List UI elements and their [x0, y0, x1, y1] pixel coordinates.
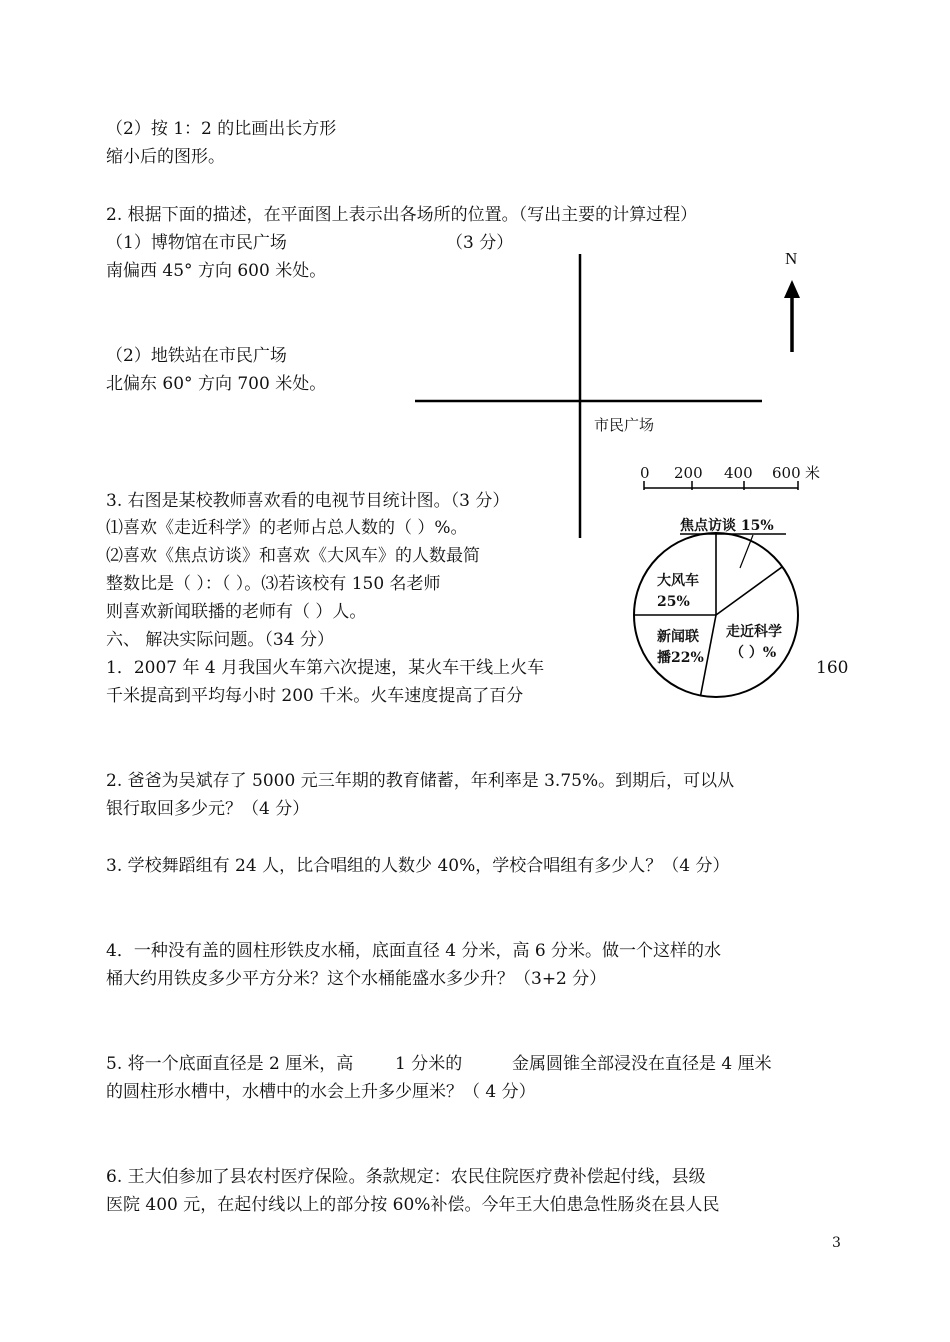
- q2-item2-line1: （2）地铁站在市民广场: [106, 346, 287, 366]
- q3-line2: ⑵喜欢《焦点访谈》和喜欢《大风车》的人数最简: [106, 546, 480, 566]
- q3-title: 3. 右图是某校教师喜欢看的电视节目统计图。（3 分）: [106, 491, 510, 511]
- pie-label-zoujin: 走近科学: [726, 624, 782, 640]
- prev-question-line1: （2）按 1：2 的比画出长方形: [106, 119, 337, 139]
- q2-item1-line2: 南偏西 45° 方向 600 米处。: [106, 261, 327, 281]
- q3-line3: 整数比是（ ）：（ ）。⑶若该校有 150 名老师: [106, 574, 441, 594]
- north-arrow-head: [784, 280, 800, 298]
- q2-item1-line1: （1）博物馆在市民广场: [106, 233, 287, 253]
- q3-line1: ⑴喜欢《走近科学》的老师占总人数的（ ）%。: [106, 518, 468, 538]
- p5-line2: 的圆柱形水槽中，水槽中的水会上升多少厘米？（ 4 分）: [106, 1082, 536, 1102]
- q3-line4: 则喜欢新闻联播的老师有（ ）人。: [106, 602, 367, 622]
- scale-label-400: 400: [724, 464, 753, 482]
- q2-item2-line2: 北偏东 60° 方向 700 米处。: [106, 374, 327, 394]
- map-center-label: 市民广场: [594, 416, 655, 434]
- p1-line1: 1．2007 年 4 月我国火车第六次提速，某火车干线上火车: [106, 658, 545, 678]
- pie-chart: [634, 533, 798, 697]
- p5-mid1: 1 分米的: [395, 1054, 463, 1074]
- pie-label-dafengche: 大风车: [657, 573, 699, 589]
- pie-title: 焦点访谈 15%: [680, 518, 774, 534]
- q2-item1-score: （3 分）: [446, 233, 514, 253]
- pie-label-xinwen: 新闻联: [657, 629, 699, 645]
- p5-line1: 5. 将一个底面直径是 2 厘米，高: [106, 1054, 354, 1074]
- p6-line1: 6. 王大伯参加了县农村医疗保险。条款规定：农民住院医疗费补偿起付线，县级: [106, 1167, 706, 1187]
- p1-line2: 千米提高到平均每小时 200 千米。火车速度提高了百分: [106, 686, 524, 706]
- scale-label-600: 600: [772, 464, 801, 482]
- p5-mid2: 金属圆锥全部浸没在直径是 4 厘米: [512, 1054, 772, 1074]
- p3-line: 3. 学校舞蹈组有 24 人，比合唱组的人数少 40%，学校合唱组有多少人？（4 分）: [106, 856, 730, 876]
- section6-heading: 六、 解决实际问题。（34 分）: [106, 630, 334, 650]
- scale-label-200: 200: [674, 464, 703, 482]
- pie-label-dafengche-pct: 25%: [657, 594, 690, 610]
- pie-label-zoujin-pct: （ ）%: [730, 645, 777, 661]
- q2-title: 2. 根据下面的描述，在平面图上表示出各场所的位置。（写出主要的计算过程）: [106, 205, 698, 225]
- p4-line1: 4．一种没有盖的圆柱形铁皮水桶，底面直径 4 分米，高 6 分米。做一个这样的水: [106, 941, 722, 961]
- pie-label-xinwen-pct: 播22%: [657, 650, 704, 666]
- north-label: N: [785, 249, 798, 268]
- pie-slice-boundary-2: [716, 567, 782, 615]
- p2-line1: 2. 爸爸为吴斌存了 5000 元三年期的教育储蓄，年利率是 3.75%。到期后，可以从: [106, 771, 735, 791]
- p4-line2: 桶大约用铁皮多少平方分米？这个水桶能盛水多少升？（3+2 分）: [106, 969, 607, 989]
- scale-label-0: 0: [640, 464, 650, 482]
- p2-line2: 银行取回多少元？（4 分）: [106, 799, 310, 819]
- p6-line2: 医院 400 元，在起付线以上的部分按 60%补偿。今年王大伯患急性肠炎在县人民: [106, 1195, 720, 1215]
- prev-question-line2: 缩小后的图形。: [106, 147, 225, 167]
- p1-number: 160: [816, 658, 849, 678]
- page-number: 3: [832, 1235, 841, 1251]
- scale-unit: 米: [805, 464, 821, 482]
